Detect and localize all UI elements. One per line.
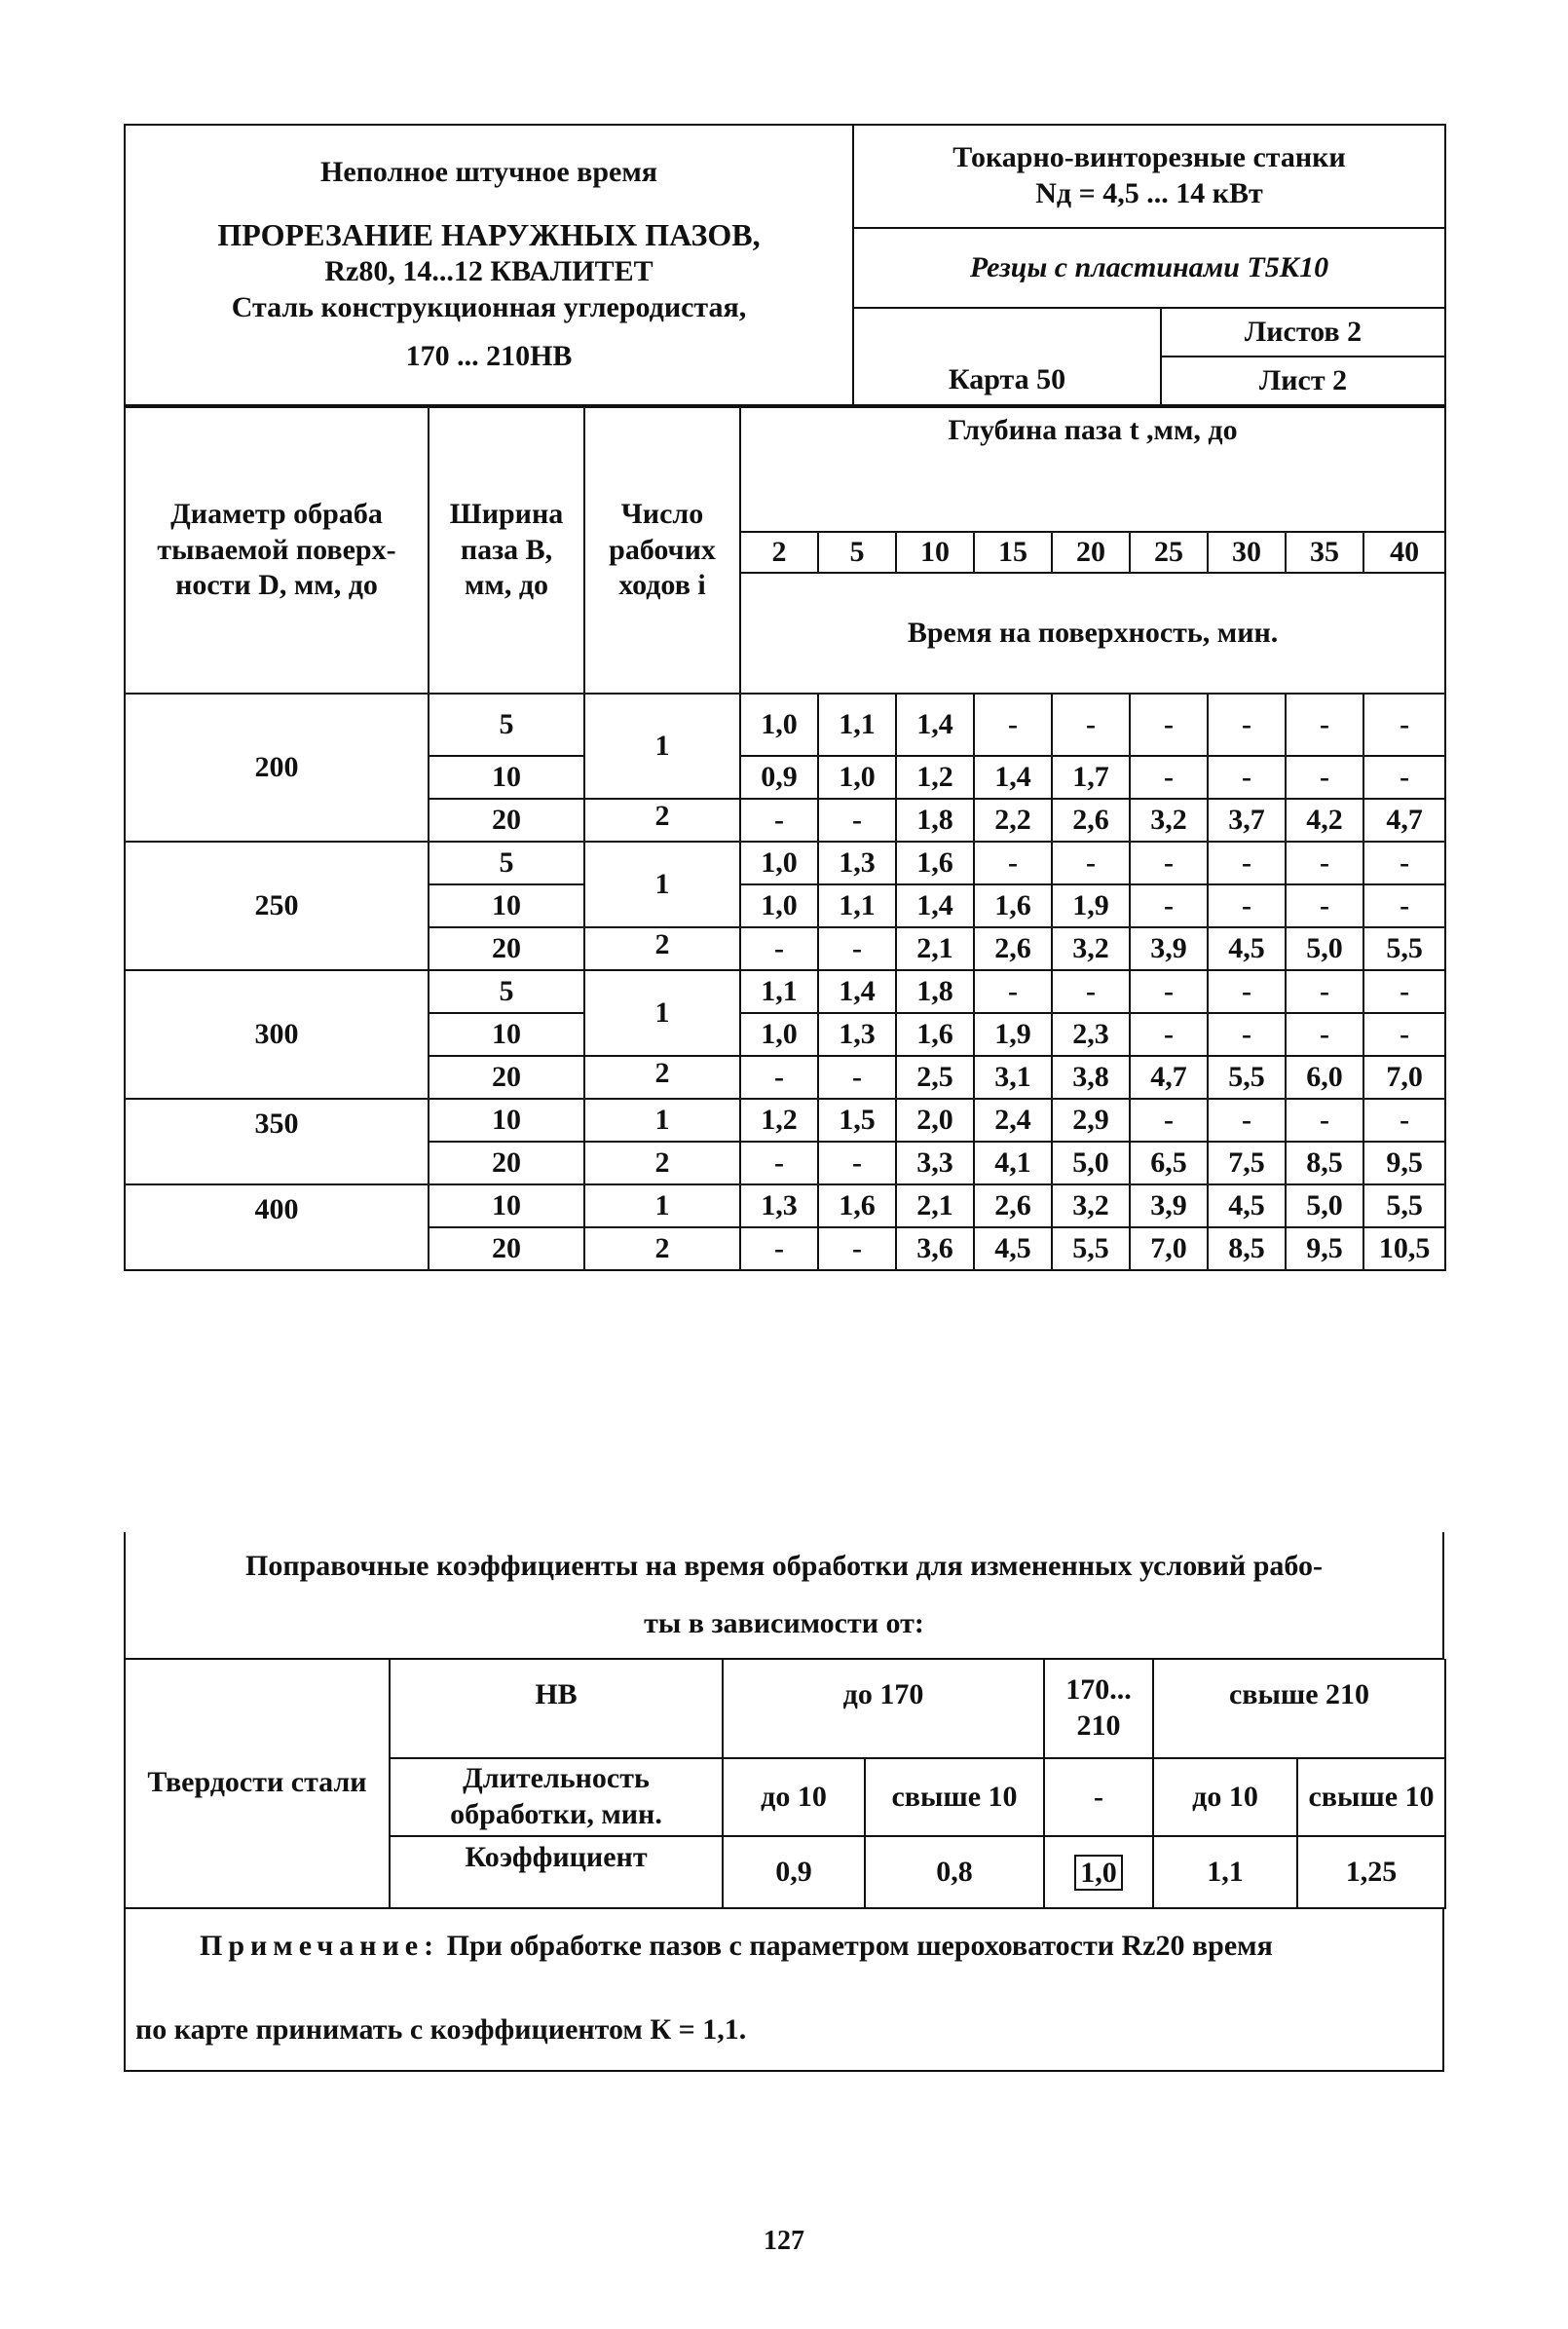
time-value: 2,9 — [1052, 1099, 1130, 1142]
time-value: 2,6 — [974, 927, 1052, 970]
operation-title-line2: Rz80, 14...12 КВАЛИТЕТ — [324, 254, 653, 287]
duration-label: Длительность обработки, мин. — [390, 1758, 723, 1836]
time-value: - — [1286, 884, 1363, 927]
time-value: 7,5 — [1208, 1142, 1286, 1184]
time-value: - — [1130, 884, 1208, 927]
passes-cell: 2 — [584, 799, 740, 842]
time-value: - — [1363, 1013, 1445, 1056]
duration-1: до 10 — [723, 1758, 865, 1836]
time-value: - — [1286, 1099, 1363, 1142]
coef-3-boxed: 1,0 — [1074, 1855, 1123, 1891]
table-row — [125, 1099, 1445, 1142]
time-value: - — [1208, 1013, 1286, 1056]
time-value: - — [1130, 1013, 1208, 1056]
depth-header: Глубина паза t ,мм, до — [740, 407, 1445, 532]
passes-cell: 1 — [584, 694, 740, 799]
depth-5: 5 — [818, 532, 896, 573]
passes-cell: 2 — [584, 1227, 740, 1270]
time-value: 4,5 — [1208, 1184, 1286, 1227]
duration-3: - — [1044, 1758, 1153, 1836]
time-value: 1,6 — [896, 842, 974, 884]
hb-label: НВ — [390, 1659, 723, 1758]
time-value: - — [1363, 1099, 1445, 1142]
card-header — [124, 124, 1446, 406]
time-value: 3,2 — [1052, 1184, 1130, 1227]
time-value: 1,6 — [818, 1184, 896, 1227]
depth-25: 25 — [1130, 532, 1208, 573]
subtitle: Неполное штучное время — [319, 156, 658, 189]
time-value: - — [1363, 756, 1445, 799]
time-value: 1,0 — [740, 842, 818, 884]
material-line2: 170 ... 210НВ — [405, 340, 573, 373]
width-cell: 20 — [429, 1142, 584, 1184]
diameter-cell: 250 — [125, 842, 429, 970]
time-value: - — [974, 694, 1052, 756]
page-number: 127 — [764, 2226, 804, 2256]
time-value: 7,0 — [1130, 1227, 1208, 1270]
time-value: - — [1363, 694, 1445, 756]
sheet-number: Лист 2 — [1161, 357, 1445, 405]
time-value: 1,3 — [818, 842, 896, 884]
time-value: 1,4 — [896, 884, 974, 927]
diameter-cell: 350 — [125, 1099, 429, 1184]
hardness-label: Твердости стали — [125, 1659, 390, 1908]
time-value: - — [974, 970, 1052, 1013]
time-value: 1,8 — [896, 970, 974, 1013]
time-value: 2,3 — [1052, 1013, 1130, 1056]
width-cell: 10 — [429, 756, 584, 799]
depth-40: 40 — [1363, 532, 1445, 573]
width-cell: 5 — [429, 842, 584, 884]
depth-2: 2 — [740, 532, 818, 573]
coef-label: Коэффициент — [390, 1836, 723, 1908]
time-value: 1,9 — [974, 1013, 1052, 1056]
width-cell: 5 — [429, 694, 584, 756]
time-value: 3,6 — [896, 1227, 974, 1270]
time-value: - — [1286, 756, 1363, 799]
passes-cell: 1 — [584, 970, 740, 1056]
note — [124, 1908, 1444, 2072]
time-value: - — [818, 799, 896, 842]
time-value: - — [1286, 970, 1363, 1013]
hb-170-210 — [1044, 1659, 1153, 1758]
time-value: 5,0 — [1286, 927, 1363, 970]
time-value: 4,5 — [1208, 927, 1286, 970]
time-value: 1,9 — [1052, 884, 1130, 927]
time-value: 1,6 — [896, 1013, 974, 1056]
machine-cell — [853, 125, 1445, 228]
width-cell: 20 — [429, 927, 584, 970]
time-value: - — [818, 1056, 896, 1099]
time-value: - — [1208, 756, 1286, 799]
time-value: 3,2 — [1130, 799, 1208, 842]
depth-30: 30 — [1208, 532, 1286, 573]
time-value: 5,0 — [1286, 1184, 1363, 1227]
time-value: - — [1286, 694, 1363, 756]
width-cell: 20 — [429, 1227, 584, 1270]
passes-cell: 1 — [584, 1184, 740, 1227]
passes-cell: 1 — [584, 842, 740, 927]
duration-5: свыше 10 — [1297, 1758, 1445, 1836]
time-value: - — [740, 1227, 818, 1270]
time-value: 10,5 — [1363, 1227, 1445, 1270]
time-value: 1,0 — [818, 756, 896, 799]
time-value: 6,0 — [1286, 1056, 1363, 1099]
time-value: 3,3 — [896, 1142, 974, 1184]
time-value: 3,8 — [1052, 1056, 1130, 1099]
time-value: 5,5 — [1208, 1056, 1286, 1099]
time-value: 1,8 — [896, 799, 974, 842]
time-value: 9,5 — [1363, 1142, 1445, 1184]
duration-2: свыше 10 — [865, 1758, 1044, 1836]
note-line2: по карте принимать с коэффициентом К = 1,1. — [135, 2013, 747, 2046]
time-value: 3,9 — [1130, 927, 1208, 970]
time-value: 5,0 — [1052, 1142, 1130, 1184]
time-value: 1,6 — [974, 884, 1052, 927]
time-value: 2,0 — [896, 1099, 974, 1142]
width-cell: 20 — [429, 799, 584, 842]
time-value: 1,1 — [818, 694, 896, 756]
duration-4: до 10 — [1153, 1758, 1297, 1836]
width-cell: 10 — [429, 1184, 584, 1227]
time-value: 8,5 — [1286, 1142, 1363, 1184]
sheets-total: Листов 2 — [1161, 308, 1445, 357]
coef-1: 0,9 — [723, 1836, 865, 1908]
time-value: 2,5 — [896, 1056, 974, 1099]
table-row — [125, 1184, 1445, 1227]
time-value: - — [1363, 842, 1445, 884]
time-value: 4,7 — [1130, 1056, 1208, 1099]
depth-35: 35 — [1286, 532, 1363, 573]
operation-title-cell — [125, 125, 853, 405]
card-number — [853, 308, 1161, 405]
time-value: 0,9 — [740, 756, 818, 799]
time-value: 3,2 — [1052, 927, 1130, 970]
time-value: 1,0 — [740, 884, 818, 927]
operation-title-line1: ПРОРЕЗАНИЕ НАРУЖНЫХ ПАЗОВ, — [217, 216, 761, 252]
correction-title-line1: Поправочные коэффициенты на время обработки для измененных условий рабо- — [244, 1549, 1323, 1582]
time-value: - — [1363, 970, 1445, 1013]
time-table — [124, 406, 1446, 1271]
tool-cell: Резцы с пластинами Т5К10 — [853, 228, 1445, 308]
time-value: - — [740, 1142, 818, 1184]
coef-2: 0,8 — [865, 1836, 1044, 1908]
time-value: - — [1286, 842, 1363, 884]
time-value: 1,7 — [1052, 756, 1130, 799]
hb-up-170: до 170 — [723, 1659, 1044, 1758]
width-header-text: Ширина паза B, мм, до — [449, 498, 564, 602]
depth-20: 20 — [1052, 532, 1130, 573]
time-value: 5,5 — [1363, 927, 1445, 970]
time-value: 8,5 — [1208, 1227, 1286, 1270]
time-value: 4,1 — [974, 1142, 1052, 1184]
time-value: - — [1130, 694, 1208, 756]
machine-line1: Токарно-винторезные станки — [952, 141, 1346, 174]
time-value: - — [740, 1056, 818, 1099]
passes-cell: 1 — [584, 1099, 740, 1142]
time-value: - — [1208, 842, 1286, 884]
passes-header-text: Число рабочих ходов i — [609, 498, 716, 602]
passes-cell: 2 — [584, 1056, 740, 1099]
time-value: - — [1286, 1013, 1363, 1056]
passes-header — [584, 407, 740, 694]
time-value: 1,2 — [896, 756, 974, 799]
time-value: 4,7 — [1363, 799, 1445, 842]
time-value: 2,1 — [896, 1184, 974, 1227]
note-label: Примечание: — [200, 1930, 440, 1962]
correction-title-line2: ты в зависимости от: — [644, 1606, 924, 1639]
time-value: - — [818, 927, 896, 970]
table-row — [125, 842, 1445, 884]
time-value: - — [1130, 842, 1208, 884]
time-value: - — [818, 1227, 896, 1270]
time-value: 6,5 — [1130, 1142, 1208, 1184]
time-value: 1,4 — [896, 694, 974, 756]
width-cell: 10 — [429, 884, 584, 927]
time-value: 1,2 — [740, 1099, 818, 1142]
correction-title-cell — [125, 1532, 1443, 1659]
time-value: - — [740, 799, 818, 842]
time-value: 2,6 — [974, 1184, 1052, 1227]
time-value: 1,4 — [818, 970, 896, 1013]
correction-title — [124, 1532, 1444, 1660]
time-value: 1,3 — [740, 1184, 818, 1227]
time-value: - — [1208, 884, 1286, 927]
time-value: - — [1208, 1099, 1286, 1142]
hb-over-210: свыше 210 — [1153, 1659, 1445, 1758]
time-value: - — [740, 927, 818, 970]
diameter-cell: 400 — [125, 1184, 429, 1270]
note-line1 — [200, 1930, 1273, 1963]
coef-5: 1,25 — [1297, 1836, 1445, 1908]
coef-4: 1,1 — [1153, 1836, 1297, 1908]
time-value: - — [1208, 694, 1286, 756]
coef-3 — [1044, 1836, 1153, 1908]
time-value: 2,4 — [974, 1099, 1052, 1142]
time-value: 3,9 — [1130, 1184, 1208, 1227]
time-value: 2,6 — [1052, 799, 1130, 842]
time-value: 3,7 — [1208, 799, 1286, 842]
time-value: 2,2 — [974, 799, 1052, 842]
time-value: - — [1363, 884, 1445, 927]
time-value: - — [1130, 756, 1208, 799]
time-value: - — [1130, 970, 1208, 1013]
time-value: 1,1 — [818, 884, 896, 927]
material-line1: Сталь конструкционная углеродистая, — [231, 290, 747, 323]
time-value: 2,1 — [896, 927, 974, 970]
time-value: 1,0 — [740, 694, 818, 756]
diameter-cell: 300 — [125, 970, 429, 1099]
time-header: Время на поверхность, мин. — [740, 573, 1445, 694]
passes-cell: 2 — [584, 927, 740, 970]
time-value: 5,5 — [1052, 1227, 1130, 1270]
width-cell: 5 — [429, 970, 584, 1013]
card-number-text: Карта 50 — [948, 363, 1066, 395]
time-value: 4,5 — [974, 1227, 1052, 1270]
passes-cell: 2 — [584, 1142, 740, 1184]
table-row — [125, 970, 1445, 1013]
note-text1: При обработке пазов с параметром шероховатости Rz20 время — [446, 1930, 1273, 1962]
time-value: 1,0 — [740, 1013, 818, 1056]
width-header — [429, 407, 584, 694]
time-value: 9,5 — [1286, 1227, 1363, 1270]
time-value: 5,5 — [1363, 1184, 1445, 1227]
time-value: 1,4 — [974, 756, 1052, 799]
time-value: 1,1 — [740, 970, 818, 1013]
time-value: - — [1052, 694, 1130, 756]
time-value: 1,5 — [818, 1099, 896, 1142]
time-value: - — [1130, 1099, 1208, 1142]
hardness-table — [124, 1659, 1446, 1909]
hb-170-210-text: 170... 210 — [1065, 1672, 1132, 1742]
diameter-header: Диаметр обраба тываемой поверх- ности D, мм, до — [125, 407, 429, 694]
time-value: 3,1 — [974, 1056, 1052, 1099]
time-value: 4,2 — [1286, 799, 1363, 842]
time-value: - — [818, 1142, 896, 1184]
width-cell: 10 — [429, 1013, 584, 1056]
table-row — [125, 694, 1445, 756]
machine-line2: Nд = 4,5 ... 14 кВт — [1035, 177, 1263, 209]
width-cell: 10 — [429, 1099, 584, 1142]
time-value: - — [1208, 970, 1286, 1013]
diameter-cell: 200 — [125, 694, 429, 842]
time-table-body — [125, 694, 1445, 1270]
time-value: - — [974, 842, 1052, 884]
width-cell: 20 — [429, 1056, 584, 1099]
depth-15: 15 — [974, 532, 1052, 573]
time-value: 7,0 — [1363, 1056, 1445, 1099]
depth-10: 10 — [896, 532, 974, 573]
time-value: - — [1052, 842, 1130, 884]
time-value: - — [1052, 970, 1130, 1013]
time-value: 1,3 — [818, 1013, 896, 1056]
